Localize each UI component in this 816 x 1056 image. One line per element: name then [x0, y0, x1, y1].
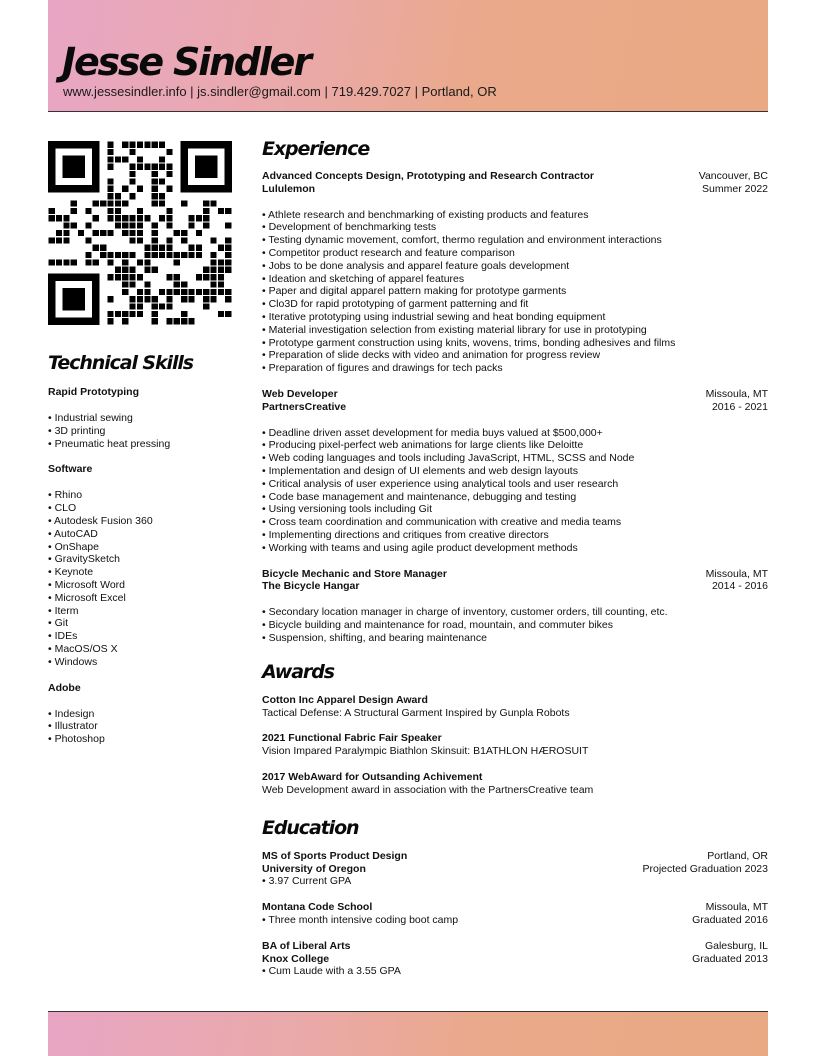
- job-bullets: [262, 209, 768, 375]
- job-location: Vancouver, BC: [698, 170, 768, 182]
- skill-item: • Microsoft Excel: [48, 592, 248, 605]
- skill-item: • AutoCAD: [48, 528, 248, 541]
- award-desc: Web Development award in association with the PartnersCreative team: [262, 784, 594, 797]
- job-bullet: • Web coding languages and tools including JavaScript, HTML, SCSS and Node: [262, 452, 768, 465]
- skill-list: [48, 412, 248, 450]
- edu-note: • 3.97 Current GPA: [262, 875, 768, 888]
- job-bullet: • Athlete research and benchmarking of existing products and features: [262, 209, 768, 222]
- skill-group-software: [48, 463, 248, 668]
- skill-item: • Pneumatic heat pressing: [48, 438, 248, 451]
- skill-item: • Autodesk Fusion 360: [48, 515, 248, 528]
- job-bullet: • Clo3D for rapid prototyping of garment patterning and fit: [262, 298, 768, 311]
- header-banner: [48, 0, 768, 112]
- job-bullet: • Secondary location manager in charge of inventory, customer orders, till counting, etc.: [262, 606, 768, 619]
- skill-item: • Photoshop: [48, 733, 248, 746]
- job-bullet: • Paper and digital apparel pattern making for prototype garments: [262, 285, 768, 298]
- job-bullet: • Preparation of figures and drawings for tech packs: [262, 362, 768, 375]
- skill-item: • MacOS/OS X: [48, 643, 248, 656]
- award-name: 2021 Functional Fabric Fair Speaker: [262, 732, 442, 745]
- edu-school: Knox College: [262, 952, 330, 965]
- job-location: Missoula, MT: [705, 567, 768, 580]
- job-bullet: • Jobs to be done analysis and apparel feature goals development: [262, 260, 768, 273]
- award-desc: Tactical Defense: A Structural Garment Inspired by Gunpla Robots: [262, 706, 570, 719]
- job-entry: [262, 568, 768, 645]
- job-bullet: • Producing pixel-perfect web animations for large clients like Deloitte: [262, 439, 768, 452]
- skills-title: Technical Skills: [48, 352, 194, 374]
- job-org: Lululemon: [262, 182, 316, 195]
- person-name: Jesse Sindler: [62, 40, 310, 84]
- skill-item: • 3D printing: [48, 425, 248, 438]
- job-bullet: • Working with teams and using agile product development methods: [262, 542, 768, 555]
- edu-degree: Montana Code School: [262, 901, 373, 914]
- award-entry: [262, 771, 768, 797]
- contact-line: www.jessesindler.info | js.sindler@gmail.com | 719.429.7027 | Portland, OR: [63, 84, 497, 99]
- job-bullet: • Material investigation selection from existing material library for use in prototyping: [262, 324, 768, 337]
- award-entry: [262, 694, 768, 720]
- education-entry: [262, 850, 768, 888]
- job-bullet: • Using versioning tools including Git: [262, 503, 768, 516]
- job-bullet: • Competitor product research and feature comparison: [262, 247, 768, 260]
- skills-column: [48, 352, 248, 759]
- skill-group-label: Software: [48, 463, 93, 476]
- skill-item: • Indesign: [48, 708, 248, 721]
- skill-item: • OnShape: [48, 541, 248, 554]
- skill-item: • GravitySketch: [48, 553, 248, 566]
- skill-item: • IDEs: [48, 630, 248, 643]
- award-entry: [262, 732, 768, 758]
- job-org: PartnersCreative: [262, 400, 347, 413]
- job-dates: 2016 - 2021: [711, 400, 768, 413]
- job-bullet: • Code base management and maintenance, debugging and testing: [262, 491, 768, 504]
- job-bullet: • Testing dynamic movement, comfort, thermo regulation and environment interactions: [262, 234, 768, 247]
- skill-item: • Keynote: [48, 566, 248, 579]
- experience-title: Experience: [262, 138, 370, 160]
- job-bullets: [262, 427, 768, 555]
- award-name: 2017 WebAward for Outsanding Achivement: [262, 771, 483, 784]
- edu-location: Portland, OR: [707, 849, 768, 862]
- job-bullet: • Deadline driven asset development for media buys valued at $500,000+: [262, 427, 768, 440]
- skill-item: • Rhino: [48, 489, 248, 502]
- job-bullet: • Critical analysis of user experience using analytical tools and user research: [262, 478, 768, 491]
- main-column: [262, 138, 768, 991]
- skill-item: • Git: [48, 617, 248, 630]
- job-bullets: [262, 606, 768, 644]
- edu-note: • Three month intensive coding boot camp: [262, 914, 458, 927]
- skill-group-label: Adobe: [48, 681, 81, 694]
- education-title: Education: [262, 816, 359, 839]
- job-bullet: • Suspension, shifting, and bearing maintenance: [262, 632, 768, 645]
- qr-code: [48, 141, 232, 325]
- job-bullet: • Prototype garment construction using knits, wovens, trims, bonding adhesives and films: [262, 337, 768, 350]
- job-bullet: • Ideation and sketching of apparel features: [262, 273, 768, 286]
- education-entry: [262, 940, 768, 978]
- job-role: Web Developer: [262, 387, 338, 400]
- skill-item: • Microsoft Word: [48, 579, 248, 592]
- job-bullet: • Preparation of slide decks with video and animation for progress review: [262, 349, 768, 362]
- job-location: Missoula, MT: [705, 387, 768, 400]
- job-dates: Summer 2022: [702, 182, 768, 195]
- edu-notes: [262, 875, 768, 888]
- skill-list: [48, 708, 248, 746]
- edu-dates: Graduated 2016: [692, 914, 768, 927]
- skill-item: • Iterm: [48, 605, 248, 618]
- edu-notes: [262, 965, 768, 978]
- edu-note: • Cum Laude with a 3.55 GPA: [262, 965, 768, 978]
- award-desc: Vision Impared Paralympic Biathlon Skinsuit: B1ATHLON HÆROSUIT: [262, 745, 589, 758]
- edu-school: University of Oregon: [262, 862, 366, 875]
- edu-location: Missoula, MT: [705, 901, 768, 914]
- footer-banner: [48, 1011, 768, 1056]
- job-bullet: • Iterative prototyping using industrial sewing and heat bonding equipment: [262, 311, 768, 324]
- skill-item: • Illustrator: [48, 720, 248, 733]
- job-bullet: • Cross team coordination and communication with creative and media teams: [262, 516, 768, 529]
- skill-item: • Industrial sewing: [48, 412, 248, 425]
- job-entry: [262, 388, 768, 555]
- edu-dates: Projected Graduation 2023: [642, 862, 768, 875]
- job-entry: [262, 170, 768, 375]
- job-bullet: • Implementation and design of UI elements and web design layouts: [262, 465, 768, 478]
- education-entry: [262, 901, 768, 927]
- edu-dates: Graduated 2013: [692, 952, 768, 965]
- award-name: Cotton Inc Apparel Design Award: [262, 693, 428, 706]
- edu-location: Galesburg, IL: [704, 939, 768, 952]
- skill-group-adobe: [48, 682, 248, 746]
- skill-item: • Windows: [48, 656, 248, 669]
- edu-notes: [262, 914, 458, 927]
- job-bullet: • Implementing directions and critiques from creative directors: [262, 529, 768, 542]
- awards-title: Awards: [262, 660, 334, 683]
- edu-degree: MS of Sports Product Design: [262, 849, 408, 862]
- job-role: Bicycle Mechanic and Store Manager: [262, 567, 447, 580]
- job-org: The Bicycle Hangar: [262, 580, 360, 593]
- skill-list: [48, 489, 248, 668]
- job-role: Advanced Concepts Design, Prototyping and Research Contractor: [262, 170, 594, 182]
- skill-group-rapid-prototyping: [48, 386, 248, 450]
- job-bullet: • Development of benchmarking tests: [262, 221, 768, 234]
- job-dates: 2014 - 2016: [711, 580, 768, 593]
- skill-group-label: Rapid Prototyping: [48, 386, 139, 398]
- edu-degree: BA of Liberal Arts: [262, 939, 351, 952]
- skill-item: • CLO: [48, 502, 248, 515]
- job-bullet: • Bicycle building and maintenance for road, mountain, and commuter bikes: [262, 619, 768, 632]
